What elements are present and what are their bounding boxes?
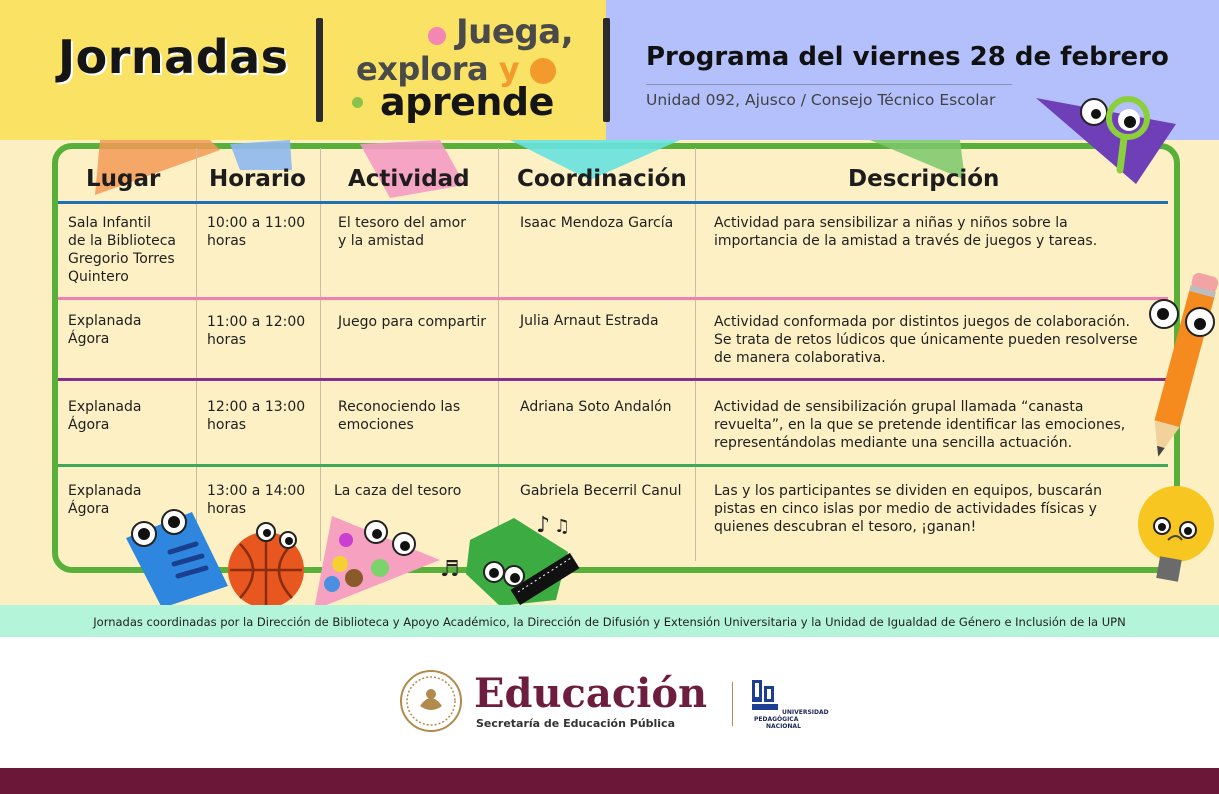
mexico-seal-icon <box>400 670 462 732</box>
program-title: Programa del viernes 28 de febrero <box>646 42 1169 72</box>
logo-line-1: Juega, <box>456 12 574 52</box>
column-divider <box>320 148 321 561</box>
row-divider <box>58 378 1168 381</box>
notebook-character-icon <box>122 502 232 610</box>
logo-line-3: aprende <box>380 80 554 124</box>
pencil-character-icon <box>1130 266 1219 476</box>
cell-horario: 13:00 a 14:00 horas <box>207 483 306 517</box>
cell-coordinacion: Isaac Mendoza García <box>520 215 674 231</box>
cell-actividad: Juego para compartir <box>338 314 487 330</box>
sep-name: Secretaría de Educación Pública <box>476 717 676 730</box>
magnifier-character-icon <box>1036 92 1186 188</box>
bottom-brand-bar <box>0 768 1219 794</box>
program-title-underline <box>646 84 1012 85</box>
header-divider <box>603 18 610 122</box>
column-header-descripcion: Descripción <box>848 166 1000 192</box>
footer-note: Jornadas coordinadas por la Dirección de Biblioteca y Apoyo Académico, la Dirección de Difusión y Extensión Universitaria y la Unidad de Igualdad de Género e Inclusión de la UPN <box>93 615 1126 629</box>
basketball-character-icon <box>224 520 308 610</box>
cell-actividad: La caza del tesoro <box>334 483 462 499</box>
cell-coordinacion: Adriana Soto Andalón <box>520 399 672 415</box>
row-divider <box>58 297 1168 300</box>
cell-lugar: Explanada Ágora <box>68 313 142 347</box>
column-divider <box>695 148 696 561</box>
footer-note-band <box>0 605 1219 637</box>
column-header-lugar: Lugar <box>86 166 161 192</box>
cell-lugar: Explanada Ágora <box>68 483 142 517</box>
educacion-logo: Educación <box>474 670 708 717</box>
column-header-actividad: Actividad <box>348 166 470 192</box>
lightbulb-character-icon <box>1132 484 1218 588</box>
svg-text:♫: ♫ <box>554 516 571 537</box>
cell-descripcion: Actividad de sensibilización grupal llamada “canasta revuelta”, en la que se pretende identificar las emociones, representándolas mediante una sencilla actuación. <box>714 399 1126 451</box>
upn-line-2: PEDAGÓGICA <box>754 716 799 723</box>
cell-coordinacion: Gabriela Becerril Canul <box>520 483 682 499</box>
cell-horario: 11:00 a 12:00 horas <box>207 314 306 348</box>
cell-descripcion: Las y los participantes se dividen en equipos, buscarán pistas en cinco islas por medio de actividades físicas y quienes descubran el tesoro, ¡ganan! <box>714 483 1102 535</box>
pizza-character-icon <box>312 512 442 612</box>
logo-divider <box>732 682 733 726</box>
cell-horario: 12:00 a 13:00 horas <box>207 399 306 433</box>
cell-coordinacion: Julia Arnaut Estrada <box>520 313 659 329</box>
cell-descripcion: Actividad para sensibilizar a niñas y niños sobre la importancia de la amistad a través de juegos y tareas. <box>714 215 1098 249</box>
cell-horario: 10:00 a 11:00 horas <box>207 215 306 249</box>
svg-text:♬: ♬ <box>440 557 460 582</box>
piano-character-icon <box>440 510 590 608</box>
pink-dot-icon <box>428 27 446 45</box>
header-row-divider <box>58 201 1168 204</box>
title-divider <box>316 18 323 122</box>
cell-lugar: Sala Infantil de la Biblioteca Gregorio Torres Quintero <box>68 215 176 285</box>
upn-logo-icon <box>752 680 782 712</box>
cell-descripcion: Actividad conformada por distintos juegos de colaboración. Se trata de retos lúdicos que únicamente pueden resolverse de manera colaborativa. <box>714 314 1138 366</box>
column-header-horario: Horario <box>209 166 306 192</box>
program-subtitle: Unidad 092, Ajusco / Consejo Técnico Escolar <box>646 91 996 109</box>
upn-line-1: UNIVERSIDAD <box>782 709 829 716</box>
green-dot-icon <box>352 97 363 108</box>
logo-line-2: explora y <box>356 50 520 88</box>
upn-line-3: NACIONAL <box>766 723 801 730</box>
cell-actividad: El tesoro del amor y la amistad <box>338 215 466 249</box>
cell-actividad: Reconociendo las emociones <box>338 399 461 433</box>
column-divider <box>498 148 499 561</box>
cell-lugar: Explanada Ágora <box>68 399 142 433</box>
column-header-coordinacion: Coordinación <box>517 166 687 192</box>
svg-text:♪: ♪ <box>536 513 551 538</box>
column-divider <box>196 148 197 561</box>
page-title: Jornadas <box>58 30 289 84</box>
row-divider <box>58 464 1168 467</box>
